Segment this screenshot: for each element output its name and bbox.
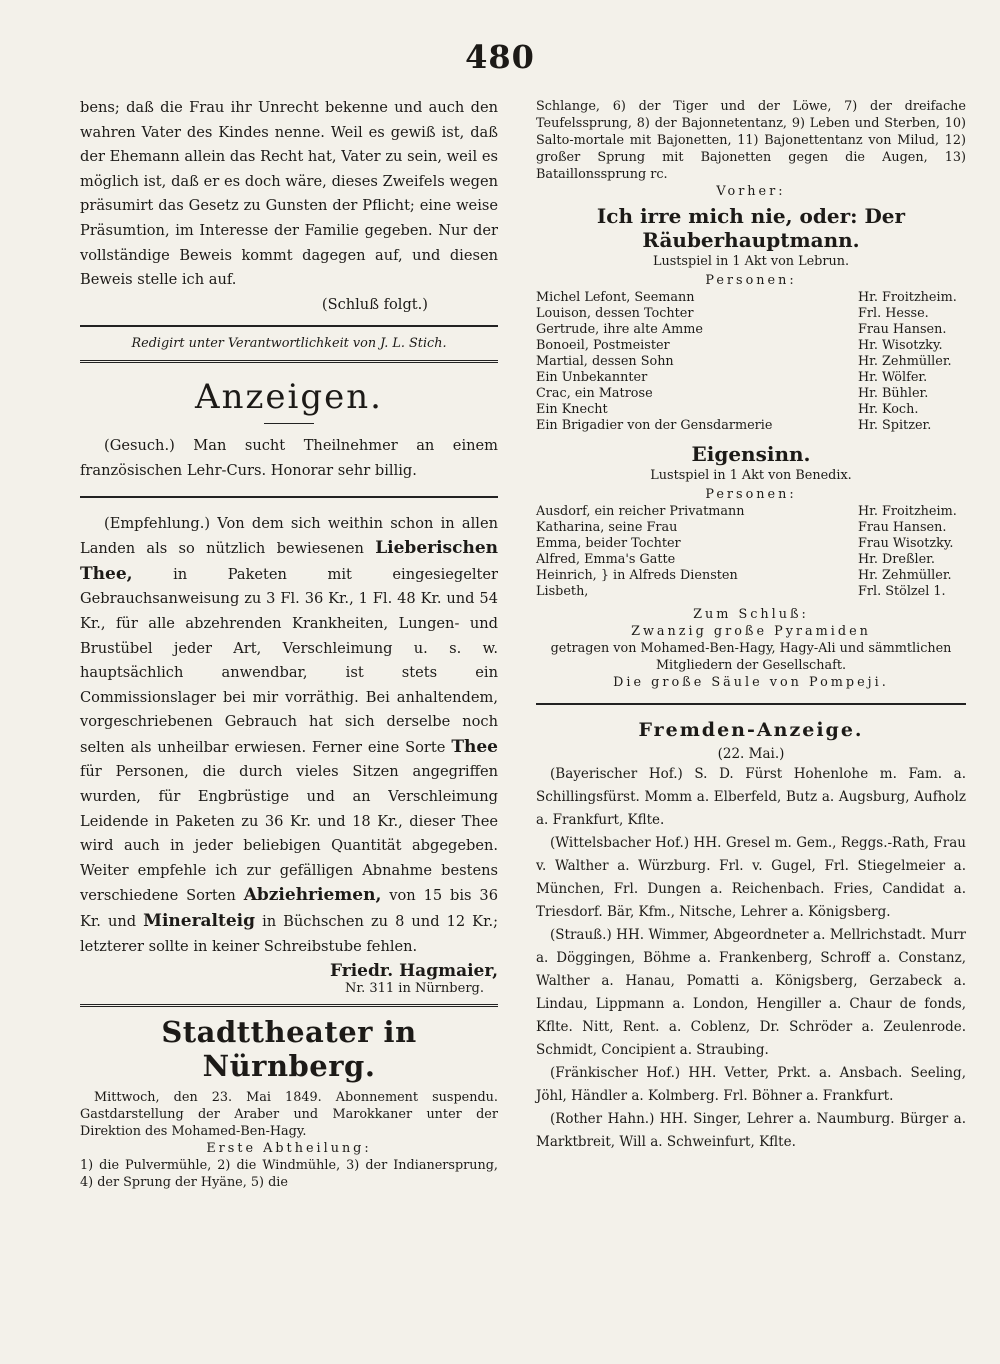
fremden-entry: (Rother Hahn.) HH. Singer, Lehrer a. Naumburg. Bürger a. Marktbreit, Will a. Schweinfurt, Kflte. [536,1111,966,1150]
divider [80,360,498,363]
article-continuation: bens; daß die Frau ihr Unrecht bekenne und auch den wahren Vater des Kindes nenne. Weil es gewiß ist, daß der Ehemann allein das Recht hat, Vater zu sein, weil es möglich ist, daß er es doch wäre, dieses Zweifels wegen präsumirt das Gesetz zu Gunsten der Pflicht; eine weise Präsumtion, im Interesse der Familie gegeben. Nur der vollständige Beweis kommt dagegen auf, und diesen Beweis stelle ich auf. [80,99,498,289]
ad-text: von 15 bis 36 Kr. und [80,887,498,931]
cast-row [536,306,966,322]
fremden-entry: (Wittelsbacher Hof.) HH. Gresel m. Gem., Reggs.-Rath, Frau v. Walther a. Würzburg. Frl. v. Gugel, Frl. Stiegelmeier a. München, Frl. Dungen a. Reichenbach. Fries, Candidat a. Triesdorf. Bär, Kfm., Nitsche, Lehrer a. Königsberg. [536,835,966,920]
ad-emphasis: Abziehriemen, [243,885,382,906]
before-label: Vorher: [716,184,786,199]
cast-row [536,402,966,418]
finale-line: Zwanzig große Pyramiden [631,624,871,639]
divider [264,423,314,424]
ad-emphasis: Thee [451,736,499,757]
cast-role: Ein Unbekannter [536,370,648,385]
cast-actor: Hr. Wölfer. [858,370,928,385]
cast-row [536,290,966,306]
cast-actor: Frl. Hesse. [858,306,929,321]
ad-text: für Personen, die durch vieles Sitzen angegriffen wurden, für Engbrüstige und an Verschleimung Leidende in Paketen zu 36 Kr. und 18 Kr., dieser Thee wird auch in jeder beliebigen Quantität abgegeben. Weiter empfehle ich zur gefälligen Abnahme bestens verschiedene Sorten [80,763,498,905]
left-column [80,96,498,1191]
cast-row [536,536,966,552]
cast-role: Ein Brigadier von der Gensdarmerie [536,418,773,433]
finale-line: getragen von Mohamed-Ben-Hagy, Hagy-Ali und sämmtlichen Mitgliedern der Gesellschaft. [550,641,952,673]
cast-row [536,370,966,386]
fremden-entry: (Strauß.) HH. Wimmer, Abgeordneter a. Mellrichstadt. Murr a. Döggingen, Böhme a. Frankenberg, Schroff a. Constanz, Walther a. Hanau, Pomatti a. Königsberg, Gerzabeck a. Lindau, Lippmann a. London, Hengiller a. Chaur de fonds, Kflte. Nitt, Rent. a. Coblenz, Dr. Schröder a. Zeulenrode. Schmidt, Concipient a. Straubing. [536,927,966,1058]
finale-label: Zum Schluß: [693,607,809,622]
cast-actor: Hr. Zehmüller. [858,568,952,583]
persons-label: Personen: [705,273,797,288]
play2-cast-table [536,504,966,600]
cast-actor: Frau Hansen. [858,322,947,337]
cast-row [536,354,966,370]
cast-actor: Frau Hansen. [858,520,947,535]
first-part-label: Erste Abtheilung: [206,1141,372,1157]
cast-role: Ein Knecht [536,402,608,417]
cast-actor: Hr. Froitzheim. [858,504,957,519]
theatre-intro: Mittwoch, den 23. Mai 1849. Abonnement suspendu. Gastdarstellung der Araber und Marokkaner unter der Direktion des Mohamed-Ben-Hagy. [80,1090,498,1140]
cast-row [536,338,966,354]
finale-line: Die große Säule von Pompeji. [613,675,889,690]
persons-label: Personen: [705,487,797,502]
cast-row [536,386,966,402]
cast-role: Martial, dessen Sohn [536,354,674,369]
cast-role: Gertrude, ihre alte Amme [536,322,703,337]
fremden-entry: (Bayerischer Hof.) S. D. Fürst Hohenlohe m. Fam. a. Schillingsfürst. Momm a. Elberfeld, Butz a. Augsburg, Aufholz a. Frankfurt, Kflte. [536,766,966,828]
cast-actor: Hr. Froitzheim. [858,290,957,305]
play2-title: Eigensinn. [691,442,811,466]
cast-row [536,552,966,568]
ad-text: in Büchschen zu 8 und 12 Kr.; letzterer sollte in keiner Schreibstube fehlen. [80,913,499,955]
divider [536,703,966,705]
cast-role: Bonoeil, Postmeister [536,338,670,353]
cast-actor: Frau Wisotzky. [858,536,954,551]
cast-actor: Hr. Zehmüller. [858,354,952,369]
cast-row [536,520,966,536]
cast-role: Lisbeth, [536,584,589,599]
cast-role: Ausdorf, ein reicher Privatmann [536,504,745,519]
cast-role: Heinrich, } in Alfreds Diensten [536,568,738,583]
editor-line: Redigirt unter Verantwortlichkeit von J. L. Stich. [131,336,447,352]
ads-heading: Anzeigen. [195,377,383,418]
cast-role: Emma, beider Tochter [536,536,681,551]
ad-gesuch: (Gesuch.) Man sucht Theilnehmer an einem französischen Lehr-Curs. Honorar sehr billig. [80,437,498,479]
cast-actor: Frl. Stölzel 1. [858,584,946,599]
ad-address: Nr. 311 in Nürnberg. [344,981,484,997]
ad-text: (Empfehlung.) Von dem sich weithin schon in allen Landen als so nützlich bewiesenen [80,514,498,558]
ad-emphasis: Lieberischen Thee, [80,538,499,584]
cast-actor: Hr. Dreßler. [858,552,935,567]
cast-row [536,322,966,338]
right-column [536,96,966,1154]
cast-row [536,584,966,600]
cast-actor: Hr. Koch. [858,402,919,417]
page-number: 480 [465,38,535,76]
cast-role: Crac, ein Matrose [536,386,653,401]
ad-empfehlung [80,512,498,960]
program-start: 1) die Pulvermühle, 2) die Windmühle, 3) der Indianersprung, 4) der Sprung der Hyäne, 5) die [80,1158,498,1191]
ad-signature: Friedr. Hagmaier, [330,961,498,982]
play1-title: Ich irre mich nie, oder: Der Räuberhauptmann. [596,204,906,252]
cast-role: Louison, dessen Tochter [536,306,694,321]
play1-cast-table [536,290,966,434]
cast-row [536,418,966,434]
fremden-list [536,763,966,1154]
ad-text: in Paketen mit eingesiegelter Gebrauchsanweisung zu 3 Fl. 36 Kr., 1 Fl. 48 Kr. und 54 Kr., für alle abzehrenden Krankheiten, Lungen- und Brustübel jeder Art, Verschleimung u. s. w. hauptsächlich anwendbar, ist stets ein Commissionslager bei mir vorräthig. Bei anhaltendem, vorgeschriebenen Gebrauch hat sich derselbe noch selten als unheilbar erwiesen. Ferner eine Sorte [80,565,499,756]
fremden-entry: (Fränkischer Hof.) HH. Vetter, Prkt. a. Ansbach. Seeling, Jöhl, Händler a. Kolmberg. Frl. Böhner a. Frankfurt. [536,1065,966,1104]
cast-role: Katharina, seine Frau [536,520,678,535]
divider [80,325,498,327]
play1-subtitle: Lustspiel in 1 Akt von Lebrun. [652,254,850,269]
divider [80,1004,498,1007]
fremden-date: (22. Mai.) [717,746,785,762]
theatre-heading: Stadttheater in Nürnberg. [161,1015,417,1084]
cast-actor: Hr. Spitzer. [858,418,932,433]
ad-emphasis: Mineralteig [143,911,256,932]
cast-row [536,504,966,520]
cast-row [536,568,966,584]
cast-actor: Hr. Bühler. [858,386,929,401]
program-continuation: Schlange, 6) der Tiger und der Löwe, 7) der dreifache Teufelssprung, 8) der Bajonnetentanz, 9) Leben und Sterben, 10) Salto-mortale mit Bajonetten, 11) Bajonettentanz von Milud, 12) großer Sprung mit Bajonetten gegen die Augen, 13) Bataillonssprung rc. [536,99,966,182]
cast-role: Alfred, Emma's Gatte [536,552,676,567]
cast-role: Michel Lefont, Seemann [536,290,695,305]
divider [80,496,498,498]
fremden-heading: Fremden-Anzeige. [638,719,864,741]
play2-subtitle: Lustspiel in 1 Akt von Benedix. [650,468,852,483]
cast-actor: Hr. Wisotzky. [858,338,943,353]
continuation-end: (Schluß folgt.) [321,295,428,313]
